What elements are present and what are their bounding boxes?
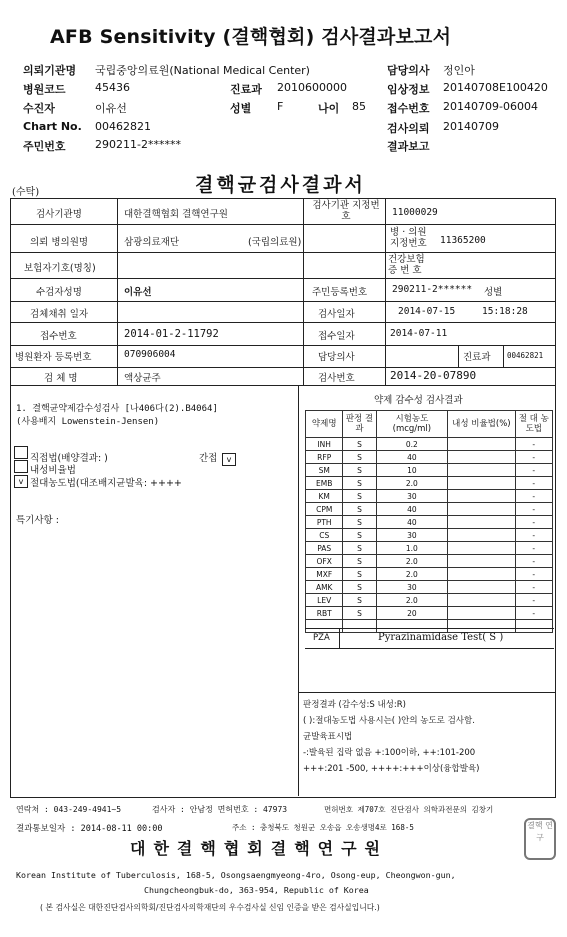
receipt-label: 접수번호 (40, 331, 77, 342)
absolute-conc: 절대농도법(대조배지균발육: ++++ (30, 478, 182, 489)
seal-stamp: 결핵 연구 (524, 818, 556, 860)
drug-cell-abs: - (515, 529, 552, 542)
footer-inspector: 검사자 : 안남정 면허번호 : 47973 (152, 805, 288, 814)
receipt-date-label: 접수일자 (318, 331, 355, 342)
test-request-value: 20140709 (443, 120, 499, 133)
dept-value: 2010600000 (277, 81, 347, 94)
drug-cell-abs: - (515, 555, 552, 568)
drug-cell-ratio (448, 503, 515, 516)
legend-line3: 균발육표시법 (303, 732, 353, 742)
resistance-ratio: 내성비율법 (30, 465, 76, 476)
drug-row (306, 451, 553, 464)
drug-sensitivity-table (305, 410, 553, 633)
drug-cell-abs: - (515, 607, 552, 620)
drug-header-conc: 시험농도 (mcg/ml) (376, 411, 448, 438)
patient-label: 수검자성명 (36, 287, 82, 298)
footer-org-address-en: Chungcheongbuk-do, 363-954, Republic of Korea (144, 885, 369, 895)
insured-label: 보험자기호(명칭) (24, 263, 96, 274)
doctor-value: 정인아 (443, 64, 475, 77)
ref-dept-label: 진료과 (463, 352, 491, 363)
hospital-code-value: 45436 (95, 81, 130, 94)
drug-row (306, 581, 553, 594)
drug-cell-conc: 0.2 (376, 438, 448, 451)
institution-value: 국립중앙의료원(National Medical Center) (95, 64, 310, 77)
drug-cell-conc: 2.0 (376, 568, 448, 581)
drug-cell-drug: LEV (306, 594, 343, 607)
agency-name-label: 검사기관명 (36, 209, 82, 220)
legend-line4: -:발육된 집락 없음 +:100이하, ++:101-200 (303, 748, 476, 758)
drug-cell-ratio (448, 464, 515, 477)
req-hospital-value: 삼광의료재단 (124, 237, 180, 248)
rrn-label: 주민등록번호 (312, 287, 368, 298)
patient-value: 이유선 (124, 287, 152, 298)
drug-cell-abs: - (515, 438, 552, 451)
receipt-no-label: 접수번호 (387, 102, 430, 115)
drug-cell-drug: OFX (306, 555, 343, 568)
drug-cell-result: S (343, 568, 376, 581)
sex-value: F (277, 100, 284, 113)
drug-cell-result: S (343, 529, 376, 542)
specimen-value: 액상균주 (124, 373, 161, 384)
clinic-no-value: 11365200 (440, 235, 486, 246)
drug-cell-drug: RFP (306, 451, 343, 464)
drug-cell-drug (306, 620, 343, 633)
drug-cell-ratio (448, 490, 515, 503)
indirect-checkbox[interactable]: v (222, 449, 236, 468)
drug-cell-ratio (448, 594, 515, 607)
drug-row (306, 464, 553, 477)
drug-cell-ratio (448, 620, 515, 633)
drug-cell-result: S (343, 451, 376, 464)
health-insurance-label: 건강보험 증 번 호 (388, 254, 425, 276)
drug-table-title: 약제 감수성 검사결과 (374, 395, 463, 406)
report-title: AFB Sensitivity (결핵협회) 검사결과보고서 (50, 26, 452, 48)
chart-no-label: Chart No. (23, 120, 82, 133)
drug-cell-result: S (343, 438, 376, 451)
pza-value: Pyrazinamidase Test( S ) (378, 632, 504, 643)
doctor-label: 담당의사 (387, 64, 430, 77)
drug-cell-conc: 10 (376, 464, 448, 477)
footer-contact: 연락처 : 043-249-4941~5 (16, 805, 122, 814)
drug-cell-conc: 40 (376, 516, 448, 529)
drug-row (306, 477, 553, 490)
collector-value: 이유선 (95, 102, 127, 115)
drug-header-ratio: 내성 비율법(%) (448, 411, 515, 438)
absolute-checkbox[interactable]: v (14, 471, 28, 490)
drug-cell-result: S (343, 516, 376, 529)
drug-cell-abs: - (515, 542, 552, 555)
form-title: 결핵균검사결과서 (195, 174, 366, 196)
drug-cell-conc (376, 620, 448, 633)
drug-cell-result: S (343, 594, 376, 607)
drug-cell-drug: SM (306, 464, 343, 477)
drug-cell-result: S (343, 555, 376, 568)
drug-cell-result: S (343, 477, 376, 490)
result-report-label: 결과보고 (387, 140, 430, 153)
drug-cell-result: S (343, 503, 376, 516)
receipt-date-value: 2014-07-11 (390, 328, 448, 339)
receipt-no-value: 20140709-06004 (443, 100, 538, 113)
drug-cell-conc: 40 (376, 503, 448, 516)
method-indirect: 간접 (199, 453, 218, 464)
hospital-code-label: 병원코드 (23, 83, 66, 96)
drug-cell-abs (515, 620, 552, 633)
ref-doctor-label: 담당의사 (318, 352, 355, 363)
drug-row (306, 516, 553, 529)
drug-cell-conc: 1.0 (376, 542, 448, 555)
drug-cell-drug: CS (306, 529, 343, 542)
pza-label: PZA (313, 633, 330, 643)
footer-address: 주소 : 충청북도 청원군 오송읍 오송생명4로 168-5 (232, 823, 414, 832)
drug-cell-result: S (343, 542, 376, 555)
drug-row (306, 529, 553, 542)
drug-cell-abs: - (515, 490, 552, 503)
agency-name-value: 대한결핵협회 결핵연구원 (124, 209, 228, 220)
dept-label: 진료과 (230, 83, 262, 96)
drug-cell-ratio (448, 529, 515, 542)
test-date-label: 검사일자 (318, 309, 355, 320)
drug-cell-ratio (448, 477, 515, 490)
drug-cell-abs: - (515, 581, 552, 594)
drug-cell-ratio (448, 568, 515, 581)
drug-header-result: 판정 결과 (343, 411, 376, 438)
drug-cell-conc: 30 (376, 490, 448, 503)
drug-cell-ratio (448, 607, 515, 620)
test-no-value: 2014-20-07890 (390, 369, 477, 382)
chart-no-value: 00462821 (95, 120, 151, 133)
test-time-value: 15:18:28 (482, 306, 528, 317)
age-value: 85 (352, 100, 366, 113)
legend-line2: ( ):절대농도법 사용시는( )안의 농도로 검사함. (303, 716, 475, 726)
footer-license: 면허번호 제707호 진단검사 의학과전문의 김창기 (324, 805, 494, 814)
drug-cell-drug: MXF (306, 568, 343, 581)
resident-no-value: 290211-2****** (95, 138, 181, 151)
drug-cell-drug: PAS (306, 542, 343, 555)
consign-label: (수탁) (12, 187, 40, 198)
drug-cell-conc: 40 (376, 451, 448, 464)
clinical-info-value: 20140708E100420 (443, 81, 548, 94)
drug-cell-conc: 2.0 (376, 555, 448, 568)
drug-cell-conc: 2.0 (376, 594, 448, 607)
drug-row (306, 555, 553, 568)
institution-label: 의뢰기관명 (23, 64, 77, 77)
method-direct: 직접법(배양결과: ) (30, 453, 108, 464)
drug-cell-drug: EMB (306, 477, 343, 490)
collector-label: 수진자 (23, 102, 55, 115)
drug-cell-conc: 30 (376, 529, 448, 542)
drug-row (306, 438, 553, 451)
footer-report-date: 결과통보일자 : 2014-08-11 00:00 (16, 824, 163, 834)
drug-row (306, 490, 553, 503)
drug-cell-drug: RBT (306, 607, 343, 620)
clinical-info-label: 임상정보 (387, 83, 430, 96)
drug-cell-result: S (343, 490, 376, 503)
drug-cell-drug: KM (306, 490, 343, 503)
reg-no-label: 병원환자 등록번호 (15, 352, 92, 363)
footer-org-name-ko: 대한결핵협회결핵연구원 (130, 839, 389, 858)
test-no-label: 검사번호 (318, 373, 355, 384)
drug-cell-result: S (343, 464, 376, 477)
drug-row (306, 542, 553, 555)
drug-cell-conc: 2.0 (376, 477, 448, 490)
drug-row (306, 607, 553, 620)
drug-cell-abs: - (515, 477, 552, 490)
drug-cell-result (343, 620, 376, 633)
drug-cell-drug: CPM (306, 503, 343, 516)
test-date-value: 2014-07-15 (398, 306, 456, 317)
drug-cell-ratio (448, 516, 515, 529)
drug-header-name: 약제명 (306, 411, 343, 438)
drug-cell-abs: - (515, 568, 552, 581)
drug-cell-ratio (448, 438, 515, 451)
gender-label: 성별 (484, 287, 503, 298)
resident-no-label: 주민번호 (23, 140, 66, 153)
drug-row (306, 594, 553, 607)
drug-cell-ratio (448, 542, 515, 555)
drug-cell-drug: AMK (306, 581, 343, 594)
drug-row (306, 620, 553, 633)
drug-cell-abs: - (515, 451, 552, 464)
drug-cell-conc: 20 (376, 607, 448, 620)
drug-cell-result: S (343, 607, 376, 620)
collect-date-label: 검체채취 일자 (30, 309, 89, 320)
drug-row (306, 503, 553, 516)
drug-cell-abs: - (515, 464, 552, 477)
footer-certification: ( 본 검사실은 대한진단검사의학회/진단검사의학재단의 우수검사실 신임 인증을 받은 검사실입니다.) (40, 903, 380, 912)
req-hospital-note: (국립의료원) (248, 237, 302, 248)
drug-cell-result: S (343, 581, 376, 594)
medium-label: (사용배지 Lowenstein-Jensen) (16, 417, 160, 427)
item-title: 1. 결핵균약제감수성검사 [나406다(2).B4064] (16, 404, 218, 414)
drug-cell-abs: - (515, 503, 552, 516)
drug-cell-ratio (448, 555, 515, 568)
rrn-value: 290211-2****** (392, 284, 473, 295)
footer-org-name-en: Korean Institute of Tuberculosis, 168-5, Osongsaengmyeong-4ro, Osong-eup, Cheongwon-gun, (16, 870, 456, 880)
clinic-no-label: 병 · 의원 지정번호 (390, 227, 427, 249)
sex-label: 성별 (230, 102, 252, 115)
test-request-label: 검사의뢰 (387, 122, 430, 135)
drug-row (306, 568, 553, 581)
reg-no-value: 070906004 (124, 349, 176, 360)
age-label: 나이 (318, 102, 340, 115)
drug-cell-ratio (448, 581, 515, 594)
agency-no-label: 검사기관 지정번호 (312, 200, 380, 222)
legend-line1: 판정결과 (감수성:S 내성:R) (303, 700, 406, 710)
legend-line5: +++:201 -500, ++++:+++이상(융합발육) (303, 764, 480, 774)
agency-no-value: 11000029 (392, 207, 438, 218)
drug-cell-conc: 30 (376, 581, 448, 594)
drug-cell-abs: - (515, 516, 552, 529)
drug-cell-drug: INH (306, 438, 343, 451)
special-notes: 특기사항 : (16, 515, 59, 526)
receipt-value: 2014-01-2-11792 (124, 328, 219, 340)
req-hospital-label: 의뢰 병의원명 (30, 237, 89, 248)
drug-cell-abs: - (515, 594, 552, 607)
drug-cell-ratio (448, 451, 515, 464)
specimen-label: 검 체 명 (44, 373, 78, 384)
ref-dept-value: 00462821 (507, 351, 544, 360)
drug-header-abs: 절 대 농도법 (515, 411, 552, 438)
drug-cell-drug: PTH (306, 516, 343, 529)
